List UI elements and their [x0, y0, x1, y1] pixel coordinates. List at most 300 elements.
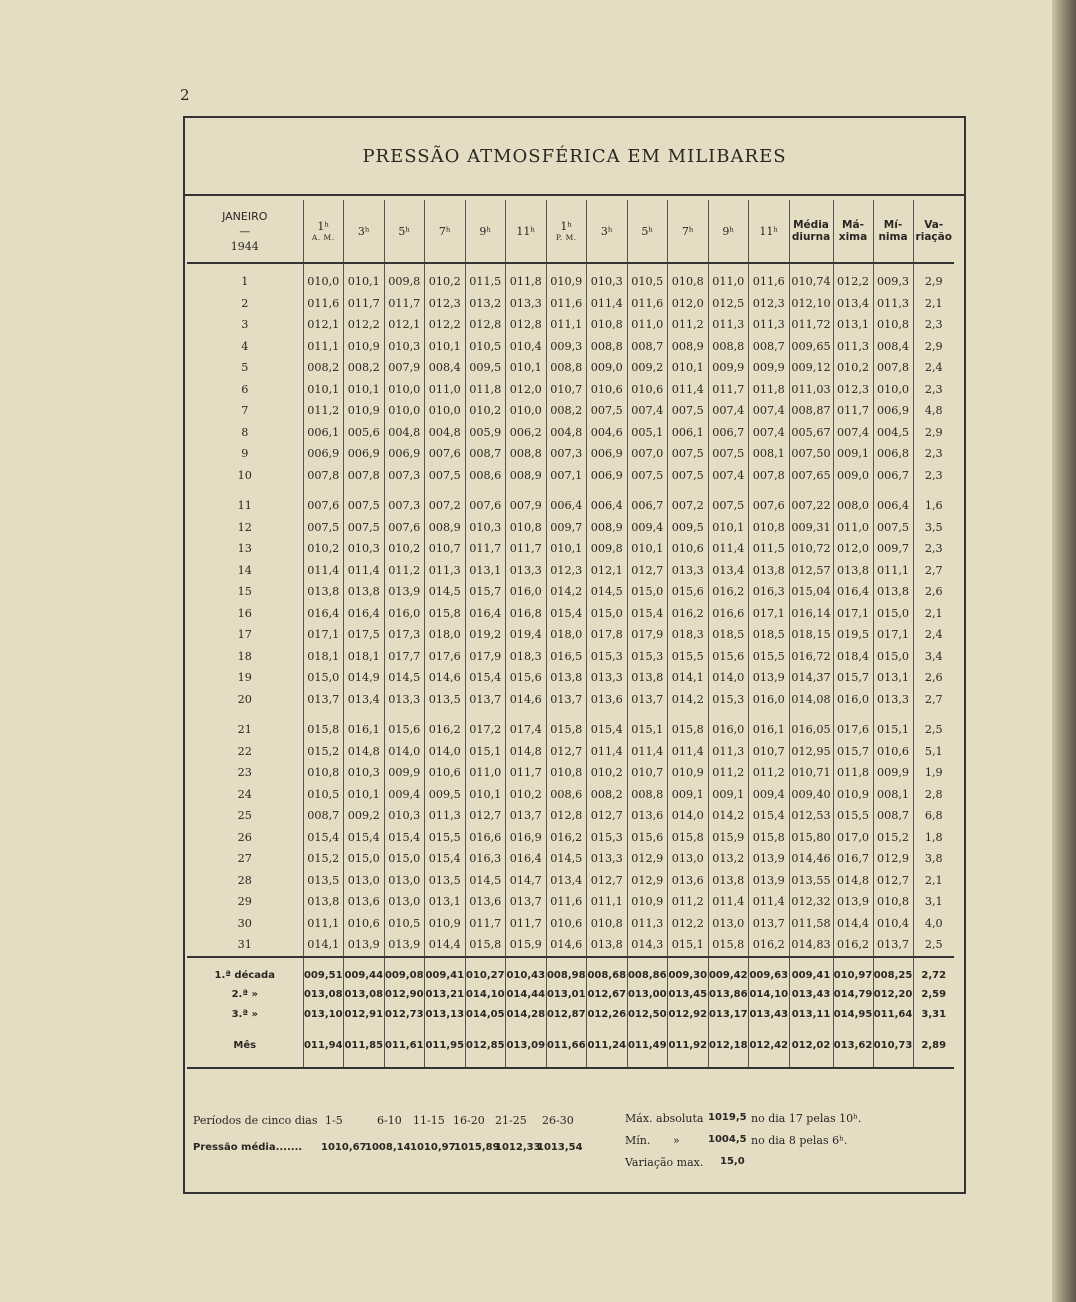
value-cell: 017,1	[873, 624, 913, 646]
value-cell: 016,3	[465, 848, 506, 870]
value-cell: 017,5	[344, 624, 385, 646]
value-cell: 012,0	[833, 538, 873, 560]
row-label: 5	[241, 361, 249, 375]
spacer-cell	[789, 263, 833, 271]
spacer-cell	[833, 1056, 873, 1068]
value-cell: 013,9	[749, 667, 790, 689]
spacer-cell	[546, 1056, 587, 1068]
spacer-cell	[913, 1056, 954, 1068]
value-cell: 015,2	[303, 848, 344, 870]
value-cell: 4,0	[913, 913, 954, 935]
value-cell: 010,3	[587, 271, 628, 293]
spacer-cell	[506, 958, 547, 966]
value-cell: 013,4	[546, 870, 587, 892]
value-cell: 012,50	[627, 1005, 668, 1025]
column-header	[465, 200, 506, 263]
value-cell: 5,1	[913, 741, 954, 763]
value-cell: 012,8	[465, 314, 506, 336]
value-cell: 013,7	[546, 689, 587, 711]
column-header-label: 3ʰ	[357, 224, 370, 238]
spacer-cell	[873, 1056, 913, 1068]
value-cell: 017,8	[587, 624, 628, 646]
value-cell: 015,7	[465, 581, 506, 603]
min-text: no dia 8 pelas 6ʰ.	[751, 1134, 848, 1147]
value-cell: 007,4	[833, 422, 873, 444]
value-cell: 012,8	[546, 805, 587, 827]
value-cell: 005,9	[465, 422, 506, 444]
row-label: 11	[237, 499, 252, 513]
value-cell: 011,7	[833, 400, 873, 422]
title-rule	[185, 194, 964, 196]
value-cell: 006,9	[587, 443, 628, 465]
value-cell: 012,2	[668, 913, 709, 935]
value-cell: 009,9	[384, 762, 425, 784]
value-cell: 011,72	[789, 314, 833, 336]
value-cell: 007,4	[749, 422, 790, 444]
value-cell: 010,8	[303, 762, 344, 784]
table-row	[187, 848, 954, 870]
value-cell: 007,9	[506, 495, 547, 517]
value-cell: 014,6	[506, 689, 547, 711]
value-cell: 010,7	[627, 762, 668, 784]
value-cell: 015,8	[425, 603, 466, 625]
spacer-cell	[546, 1024, 587, 1036]
value-cell: 013,17	[708, 1005, 749, 1025]
value-cell: 013,8	[546, 667, 587, 689]
value-cell: 013,08	[303, 985, 344, 1005]
value-cell: 018,4	[833, 646, 873, 668]
table-row	[187, 422, 954, 444]
value-cell: 013,8	[749, 560, 790, 582]
value-cell: 010,6	[627, 379, 668, 401]
spacer-cell	[506, 1024, 547, 1036]
value-cell: 011,3	[873, 293, 913, 315]
spacer-cell	[303, 710, 344, 719]
value-cell: 012,3	[749, 293, 790, 315]
value-cell: 011,7	[506, 913, 547, 935]
value-cell: 007,8	[873, 357, 913, 379]
value-cell: 004,6	[587, 422, 628, 444]
value-cell: 010,1	[708, 517, 749, 539]
pressure-4: 1015,89	[454, 1142, 500, 1153]
spacer-cell	[789, 958, 833, 966]
value-cell: 011,5	[465, 271, 506, 293]
value-cell: 009,08	[384, 966, 425, 986]
spacer-cell	[187, 1024, 303, 1036]
value-cell: 007,6	[749, 495, 790, 517]
row-label: 19	[237, 671, 252, 685]
value-cell: 010,5	[303, 784, 344, 806]
value-cell: 016,72	[789, 646, 833, 668]
value-cell: 013,43	[789, 985, 833, 1005]
value-cell: 014,8	[833, 870, 873, 892]
value-cell: 016,8	[506, 603, 547, 625]
column-header	[913, 200, 954, 263]
value-cell: 012,7	[587, 870, 628, 892]
table-row	[187, 336, 954, 358]
period-3: 11-15	[413, 1114, 445, 1127]
value-cell: 015,8	[303, 719, 344, 741]
value-cell: 007,5	[344, 517, 385, 539]
spacer-cell	[789, 710, 833, 719]
value-cell: 2,9	[913, 422, 954, 444]
column-header-label: Média diurna	[791, 219, 831, 243]
value-cell: 008,68	[587, 966, 628, 986]
value-cell: 008,2	[303, 357, 344, 379]
value-cell: 010,9	[425, 913, 466, 935]
value-cell: 012,90	[384, 985, 425, 1005]
spacer-cell	[789, 1056, 833, 1068]
value-cell: 011,1	[303, 336, 344, 358]
value-cell: 3,31	[913, 1005, 954, 1025]
spacer-cell	[913, 1024, 954, 1036]
value-cell: 012,26	[587, 1005, 628, 1025]
value-cell: 015,8	[668, 719, 709, 741]
value-cell: 011,4	[749, 891, 790, 913]
row-label: 1	[241, 275, 249, 289]
value-cell: 017,0	[833, 827, 873, 849]
table-row	[187, 538, 954, 560]
row-label: 22	[237, 744, 252, 758]
spacer-cell	[668, 958, 709, 966]
table-row	[187, 357, 954, 379]
value-cell: 015,4	[546, 603, 587, 625]
value-cell: 011,7	[384, 293, 425, 315]
row-label: 3	[241, 318, 249, 332]
period-1: 1-5	[325, 1114, 343, 1127]
row-label: 27	[237, 852, 252, 866]
spacer-cell	[913, 958, 954, 966]
value-cell: 016,14	[789, 603, 833, 625]
value-cell: 014,5	[425, 581, 466, 603]
value-cell: 008,7	[627, 336, 668, 358]
table-row	[187, 495, 954, 517]
spacer-cell	[708, 486, 749, 495]
spacer-cell	[187, 958, 303, 966]
value-cell: 012,73	[384, 1005, 425, 1025]
spacer-cell	[789, 1024, 833, 1036]
value-cell: 012,85	[465, 1036, 506, 1056]
value-cell: 2,3	[913, 314, 954, 336]
value-cell: 012,42	[749, 1036, 790, 1056]
spacer-cell	[344, 486, 385, 495]
value-cell: 010,9	[344, 400, 385, 422]
column-header	[303, 200, 344, 263]
value-cell: 013,9	[384, 581, 425, 603]
value-cell: 011,03	[789, 379, 833, 401]
table-row	[187, 870, 954, 892]
spacer-cell	[384, 958, 425, 966]
value-cell: 015,1	[873, 719, 913, 741]
value-cell: 016,1	[344, 719, 385, 741]
spacer-cell	[587, 958, 628, 966]
value-cell: 016,4	[303, 603, 344, 625]
row-label: 15	[237, 585, 252, 599]
spacer-cell	[303, 486, 344, 495]
row-label: 2	[241, 296, 249, 310]
value-cell: 013,4	[833, 293, 873, 315]
spacer-cell	[833, 958, 873, 966]
value-cell: 011,3	[708, 741, 749, 763]
value-cell: 017,9	[465, 646, 506, 668]
column-header-label: 1ʰ	[560, 220, 573, 233]
variation-value: 15,0	[720, 1156, 745, 1167]
value-cell: 007,3	[384, 495, 425, 517]
value-cell: 014,2	[668, 689, 709, 711]
value-cell: 011,4	[587, 293, 628, 315]
month-name: JANEIRO	[222, 209, 268, 223]
value-cell: 012,3	[833, 379, 873, 401]
value-cell: 013,1	[833, 314, 873, 336]
spacer-cell	[425, 1056, 466, 1068]
value-cell: 009,4	[627, 517, 668, 539]
value-cell: 014,5	[546, 848, 587, 870]
value-cell: 009,31	[789, 517, 833, 539]
value-cell: 014,83	[789, 934, 833, 957]
value-cell: 018,0	[425, 624, 466, 646]
value-cell: 007,8	[344, 465, 385, 487]
value-cell: 018,5	[708, 624, 749, 646]
value-cell: 018,1	[344, 646, 385, 668]
value-cell: 007,22	[789, 495, 833, 517]
spacer-cell	[506, 486, 547, 495]
value-cell: 007,8	[749, 465, 790, 487]
value-cell: 016,0	[708, 719, 749, 741]
value-cell: 010,8	[873, 891, 913, 913]
value-cell: 011,7	[344, 293, 385, 315]
table-body	[187, 263, 954, 1068]
value-cell: 013,3	[384, 689, 425, 711]
row-label: 18	[237, 649, 252, 663]
value-cell: 010,7	[425, 538, 466, 560]
value-cell: 009,8	[587, 538, 628, 560]
table-row	[187, 443, 954, 465]
value-cell: 013,1	[465, 560, 506, 582]
header-row	[187, 200, 954, 263]
spacer-cell	[506, 710, 547, 719]
page-number: 2	[180, 86, 190, 104]
value-cell: 016,2	[425, 719, 466, 741]
value-cell: 013,7	[873, 934, 913, 957]
spacer-cell	[465, 958, 506, 966]
spacer-cell	[833, 486, 873, 495]
value-cell: 015,8	[546, 719, 587, 741]
value-cell: 016,0	[506, 581, 547, 603]
row-label: 4	[241, 339, 249, 353]
value-cell: 011,85	[344, 1036, 385, 1056]
value-cell: 008,2	[587, 784, 628, 806]
value-cell: 008,2	[344, 357, 385, 379]
value-cell: 009,7	[546, 517, 587, 539]
spacer-cell	[384, 263, 425, 271]
row-label: 29	[237, 895, 252, 909]
value-cell: 013,01	[546, 985, 587, 1005]
value-cell: 010,2	[506, 784, 547, 806]
column-header	[749, 200, 790, 263]
value-cell: 013,0	[708, 913, 749, 935]
value-cell: 014,8	[344, 741, 385, 763]
value-cell: 015,04	[789, 581, 833, 603]
value-cell: 013,8	[833, 560, 873, 582]
value-cell: 011,95	[425, 1036, 466, 1056]
value-cell: 014,5	[587, 581, 628, 603]
value-cell: 010,8	[546, 762, 587, 784]
value-cell: 013,6	[668, 870, 709, 892]
value-cell: 011,4	[303, 560, 344, 582]
value-cell: 2,72	[913, 966, 954, 986]
max-text: no dia 17 pelas 10ʰ.	[751, 1112, 862, 1125]
value-cell: 011,6	[303, 293, 344, 315]
spacer-cell	[587, 263, 628, 271]
value-cell: 010,6	[546, 913, 587, 935]
spacer-cell	[546, 958, 587, 966]
value-cell: 009,42	[708, 966, 749, 986]
value-cell: 009,41	[789, 966, 833, 986]
value-cell: 006,4	[873, 495, 913, 517]
row-label: 17	[237, 628, 252, 642]
value-cell: 015,80	[789, 827, 833, 849]
value-cell: 010,1	[506, 357, 547, 379]
spacer-cell	[344, 710, 385, 719]
table-row	[187, 741, 954, 763]
column-header	[708, 200, 749, 263]
value-cell: 014,4	[833, 913, 873, 935]
value-cell: 011,3	[749, 314, 790, 336]
value-cell: 015,4	[384, 827, 425, 849]
value-cell: 007,5	[873, 517, 913, 539]
value-cell: 012,9	[873, 848, 913, 870]
value-cell: 009,1	[833, 443, 873, 465]
value-cell: 008,25	[873, 966, 913, 986]
value-cell: 013,9	[384, 934, 425, 957]
footer	[185, 1096, 964, 1186]
value-cell: 013,7	[627, 689, 668, 711]
value-cell: 014,0	[668, 805, 709, 827]
value-cell: 008,4	[425, 357, 466, 379]
value-cell: 008,7	[303, 805, 344, 827]
value-cell: 007,5	[344, 495, 385, 517]
column-header	[627, 200, 668, 263]
value-cell: 011,8	[506, 271, 547, 293]
value-cell: 010,8	[506, 517, 547, 539]
column-header-label: 3ʰ	[600, 224, 613, 238]
value-cell: 011,3	[425, 560, 466, 582]
row-label: Mês	[233, 1040, 257, 1052]
table-row	[187, 646, 954, 668]
value-cell: 006,7	[627, 495, 668, 517]
value-cell: 014,08	[789, 689, 833, 711]
value-cell: 010,0	[506, 400, 547, 422]
spacer-cell	[465, 486, 506, 495]
month-row	[187, 1036, 954, 1056]
value-cell: 018,1	[303, 646, 344, 668]
row-label: 25	[237, 809, 252, 823]
value-cell: 013,0	[344, 870, 385, 892]
value-cell: 011,0	[833, 517, 873, 539]
value-cell: 013,4	[708, 560, 749, 582]
value-cell: 012,95	[789, 741, 833, 763]
value-cell: 015,5	[668, 646, 709, 668]
value-cell: 008,7	[465, 443, 506, 465]
value-cell: 015,1	[668, 934, 709, 957]
value-cell: 013,6	[465, 891, 506, 913]
value-cell: 007,5	[708, 443, 749, 465]
value-cell: 017,3	[384, 624, 425, 646]
value-cell: 006,9	[303, 443, 344, 465]
value-cell: 015,4	[425, 848, 466, 870]
value-cell: 008,1	[873, 784, 913, 806]
value-cell: 017,1	[303, 624, 344, 646]
spacer-cell	[344, 1056, 385, 1068]
value-cell: 013,21	[425, 985, 466, 1005]
column-header-label: 9ʰ	[479, 224, 492, 238]
value-cell: 013,9	[833, 891, 873, 913]
value-cell: 011,64	[873, 1005, 913, 1025]
value-cell: 013,11	[789, 1005, 833, 1025]
value-cell: 013,7	[506, 805, 547, 827]
value-cell: 011,7	[465, 913, 506, 935]
value-cell: 007,6	[425, 443, 466, 465]
value-cell: 017,6	[425, 646, 466, 668]
value-cell: 010,9	[627, 891, 668, 913]
value-cell: 009,63	[749, 966, 790, 986]
value-cell: 008,7	[873, 805, 913, 827]
row-label: 12	[237, 520, 252, 534]
value-cell: 014,79	[833, 985, 873, 1005]
column-header	[587, 200, 628, 263]
row-label: 24	[237, 787, 252, 801]
value-cell: 013,3	[668, 560, 709, 582]
value-cell: 009,9	[873, 762, 913, 784]
month-dash: —	[239, 224, 251, 238]
value-cell: 014,0	[384, 741, 425, 763]
table-row	[187, 891, 954, 913]
value-cell: 012,53	[789, 805, 833, 827]
value-cell: 018,15	[789, 624, 833, 646]
value-cell: 015,3	[708, 689, 749, 711]
value-cell: 008,9	[425, 517, 466, 539]
value-cell: 015,3	[587, 827, 628, 849]
value-cell: 010,3	[465, 517, 506, 539]
value-cell: 012,7	[873, 870, 913, 892]
value-cell: 013,9	[749, 848, 790, 870]
value-cell: 013,3	[506, 293, 547, 315]
value-cell: 013,6	[587, 689, 628, 711]
spacer-cell	[749, 958, 790, 966]
value-cell: 011,2	[384, 560, 425, 582]
table-row	[187, 762, 954, 784]
period-2: 6-10	[377, 1114, 402, 1127]
value-cell: 008,2	[546, 400, 587, 422]
value-cell: 013,7	[749, 913, 790, 935]
value-cell: 010,2	[465, 400, 506, 422]
value-cell: 007,5	[668, 465, 709, 487]
value-cell: 013,7	[303, 689, 344, 711]
value-cell: 006,4	[587, 495, 628, 517]
value-cell: 016,6	[465, 827, 506, 849]
value-cell: 007,1	[546, 465, 587, 487]
value-cell: 016,4	[465, 603, 506, 625]
column-header	[425, 200, 466, 263]
value-cell: 011,66	[546, 1036, 587, 1056]
value-cell: 010,6	[344, 913, 385, 935]
row-label: 6	[241, 382, 249, 396]
value-cell: 013,55	[789, 870, 833, 892]
variation-label: Variação max.	[625, 1156, 704, 1169]
value-cell: 011,58	[789, 913, 833, 935]
spacer-cell	[587, 710, 628, 719]
value-cell: 010,1	[425, 336, 466, 358]
